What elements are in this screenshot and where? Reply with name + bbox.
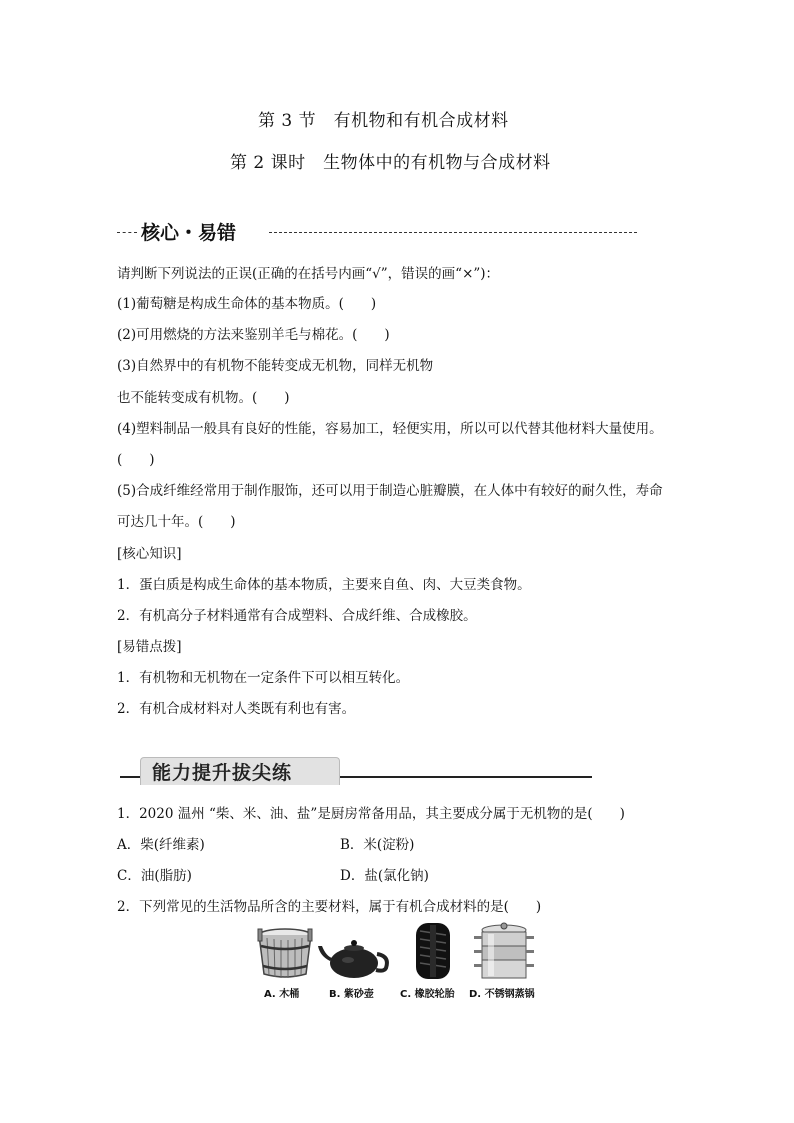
q1-option-b: B．米(淀粉) [340, 837, 415, 853]
heading-dash-right [269, 232, 637, 233]
mistake-2: 2．有机合成材料对人类既有利也有害。 [117, 701, 356, 717]
caption-d: D. 不锈钢蒸锅 [469, 989, 535, 1000]
statement-4b: ( ) [117, 452, 155, 468]
wooden-bucket-image [255, 926, 315, 980]
heading-dash-left [117, 232, 137, 233]
q1-option-c: C．油(脂肪) [117, 868, 192, 884]
mistake-1: 1．有机物和无机物在一定条件下可以相互转化。 [117, 670, 410, 686]
knowledge-heading: [核心知识] [117, 546, 182, 562]
statement-3b: 也不能转变成有机物。( ) [117, 390, 290, 406]
knowledge-1: 1．蛋白质是构成生命体的基本物质，主要来自鱼、肉、大豆类食物。 [117, 577, 531, 593]
teapot-image [318, 934, 390, 980]
statement-5b: 可达几十年。( ) [117, 514, 236, 530]
caption-a: A. 木桶 [264, 989, 300, 1000]
instruction: 请判断下列说法的正误(正确的在括号内画“√”，错误的画“×”)： [117, 266, 500, 282]
rubber-tire-image [410, 921, 456, 981]
q2-stem: 2．下列常见的生活物品所含的主要材料，属于有机合成材料的是( ) [117, 899, 542, 915]
knowledge-2: 2．有机高分子材料通常有合成塑料、合成纤维、合成橡胶。 [117, 608, 477, 624]
statement-3a: (3)自然界中的有机物不能转变成无机物，同样无机物 [117, 358, 434, 374]
core-heading-label: 核心・易错 [141, 222, 237, 244]
q1-option-d: D．盐(氯化钠) [340, 868, 429, 884]
mistakes-heading: [易错点拨] [117, 639, 182, 655]
statement-1: (1)葡萄糖是构成生命体的基本物质。( ) [117, 296, 377, 312]
q1-stem: 1．2020 温州 “柴、米、油、盐”是厨房常备用品，其主要成分属于无机物的是( ) [117, 806, 625, 822]
section-title: 第 3 节 有机物和有机合成材料 [258, 111, 509, 131]
banner-text: 能力提升拔尖练 [152, 762, 293, 784]
caption-b: B. 紫砂壶 [329, 989, 374, 1000]
lesson-title: 第 2 课时 生物体中的有机物与合成材料 [230, 153, 551, 173]
q1-option-a: A．柴(纤维素) [117, 837, 205, 853]
caption-c: C. 橡胶轮胎 [400, 989, 455, 1000]
statement-5a: (5)合成纤维经常用于制作服饰，还可以用于制造心脏瓣膜，在人体中有较好的耐久性，寿命 [117, 483, 663, 499]
statement-4a: (4)塑料制品一般具有良好的性能，容易加工，轻便实用，所以可以代替其他材料大量使用。 [117, 421, 663, 437]
statement-2: (2)可用燃烧的方法来鉴别羊毛与棉花。( ) [117, 327, 390, 343]
steamer-pot-image [470, 922, 538, 982]
